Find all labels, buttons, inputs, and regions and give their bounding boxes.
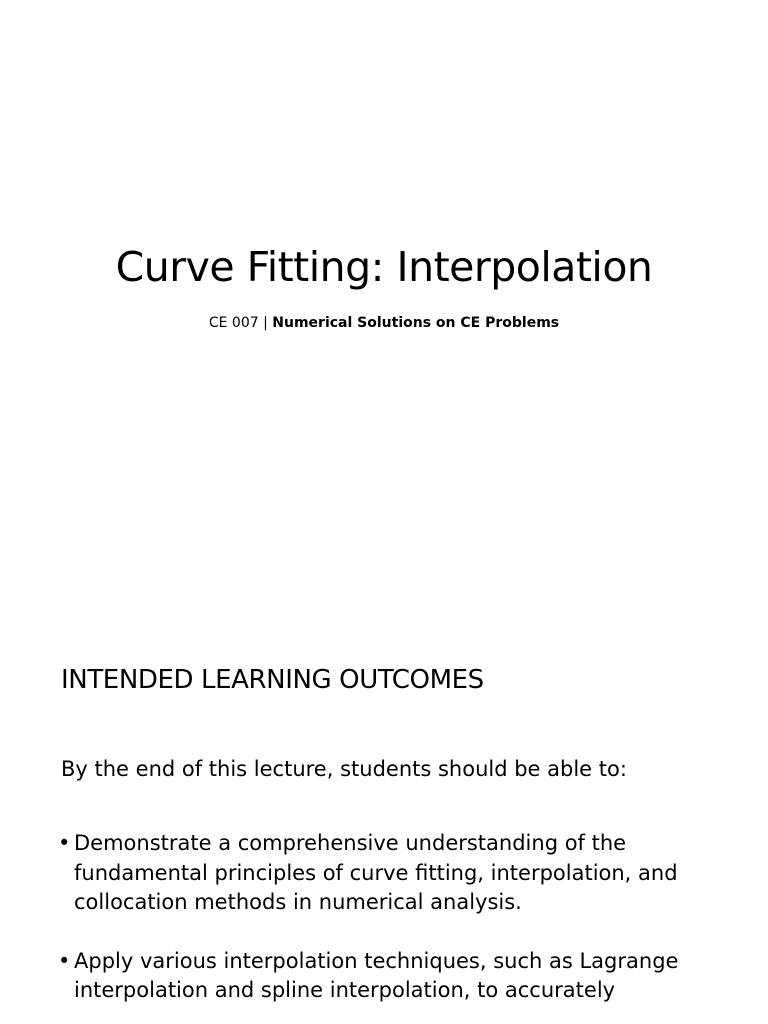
slide-subtitle <box>0 315 768 332</box>
bullet-icon: • <box>58 948 71 973</box>
section-heading: INTENDED LEARNING OUTCOMES <box>61 665 484 695</box>
intro-text: By the end of this lecture, students should be able to: <box>61 757 627 781</box>
outcome-text: Demonstrate a comprehensive understanding of the fundamental principles of curve fitting, interpolation, and collocation methods in numerical analysis. <box>74 831 678 914</box>
course-code: CE 007 | <box>208 315 273 331</box>
outcome-item <box>58 947 738 1006</box>
bullet-icon: • <box>58 831 71 855</box>
course-name: Numerical Solutions on CE Problems <box>272 315 560 331</box>
outcome-item <box>58 829 738 918</box>
outcome-text: Apply various interpolation techniques, such as Lagrange interpolation and spline interpolation, to accurately <box>74 948 679 1002</box>
outcome-list <box>58 829 738 1024</box>
learning-outcomes-slide <box>0 576 768 1024</box>
slide-title: Curve Fitting: Interpolation <box>115 243 653 291</box>
